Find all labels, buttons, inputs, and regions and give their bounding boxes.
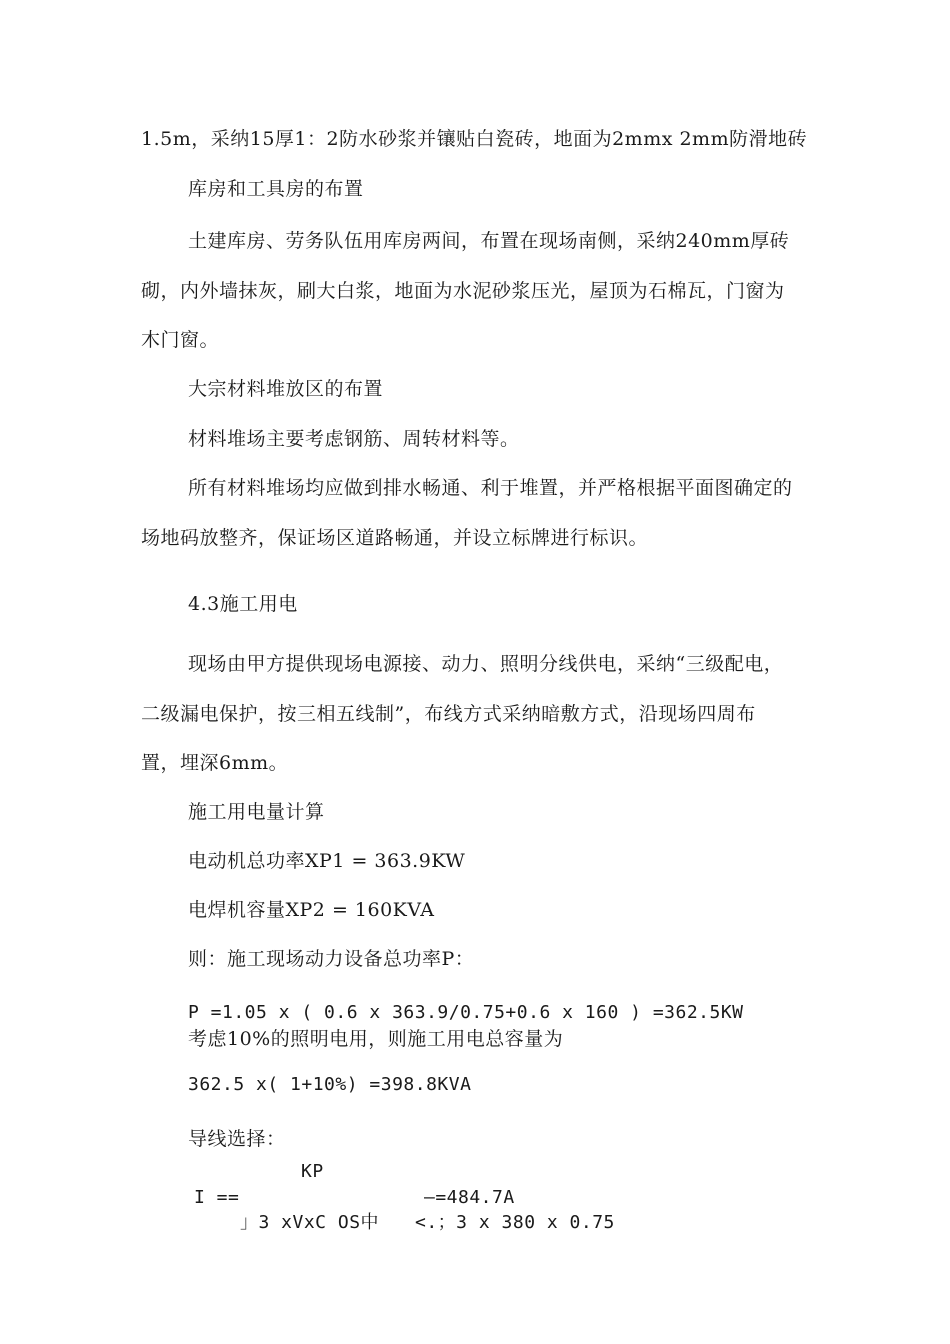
calc-total-power-formula: P =1.05 x ( 0.6 x 363.9/0.75+0.6 x 160 ) =362.5KW (188, 1002, 744, 1023)
paragraph-storage-line-2: 砌，内外墙抹灰，刷大白浆，地面为水泥砂浆压光，屋顶为石棉瓦，门窗为 (141, 280, 785, 302)
paragraph-toilet-finish: 1.5m，采纳15厚1：2防水砂浆并镶贴白瓷砖，地面为2mmx 2mm防滑地砖 (141, 128, 808, 150)
calc-motor-power: 电动机总功率XP1 = 363.9KW (188, 850, 466, 872)
formula-current-symbol: I == (194, 1187, 240, 1208)
formula-denominator-numeric: <.；3 x 380 x 0.75 (415, 1212, 615, 1233)
section-heading-power: 4.3施工用电 (188, 593, 298, 615)
paragraph-storage-line-3: 木门窗。 (141, 329, 220, 351)
paragraph-stacking-line-2: 场地码放整齐，保证场区道路畅通，并设立标牌进行标识。 (141, 527, 649, 549)
heading-power-calc: 施工用电量计算 (188, 801, 325, 823)
calc-total-power-label: 则：施工现场动力设备总功率P： (188, 948, 475, 970)
calc-total-capacity: 362.5 x( 1+10%) =398.8KVA (188, 1074, 472, 1095)
paragraph-power-line-1: 现场由甲方提供现场电源接、动力、照明分线供电，采纳“三级配电， (188, 653, 784, 675)
paragraph-stacking-line-1: 所有材料堆场均应做到排水畅通、利于堆置，并严格根据平面图确定的 (188, 477, 793, 499)
paragraph-storage-line-1: 土建库房、劳务队伍用库房两间，布置在现场南侧，采纳240mm厚砖 (188, 230, 790, 252)
formula-numerator: KP (301, 1161, 324, 1182)
heading-materials-area: 大宗材料堆放区的布置 (188, 378, 384, 400)
formula-result: —=484.7A (424, 1187, 515, 1208)
paragraph-power-line-2: 二级漏电保护，按三相五线制”，布线方式采纳暗敷方式，沿现场四周布 (141, 703, 756, 725)
paragraph-materials: 材料堆场主要考虑钢筋、周转材料等。 (188, 428, 520, 450)
heading-wire-selection: 导线选择： (188, 1128, 286, 1150)
formula-denominator-symbolic: 」3 xVxC OS中 (240, 1212, 380, 1233)
calc-lighting-note: 考虑10%的照明电用，则施工用电总容量为 (188, 1028, 564, 1050)
heading-storage-layout: 库房和工具房的布置 (188, 178, 364, 200)
calc-welder-capacity: 电焊机容量XP2 = 160KVA (188, 899, 435, 921)
paragraph-power-line-3: 置，埋深6mm。 (141, 752, 289, 774)
